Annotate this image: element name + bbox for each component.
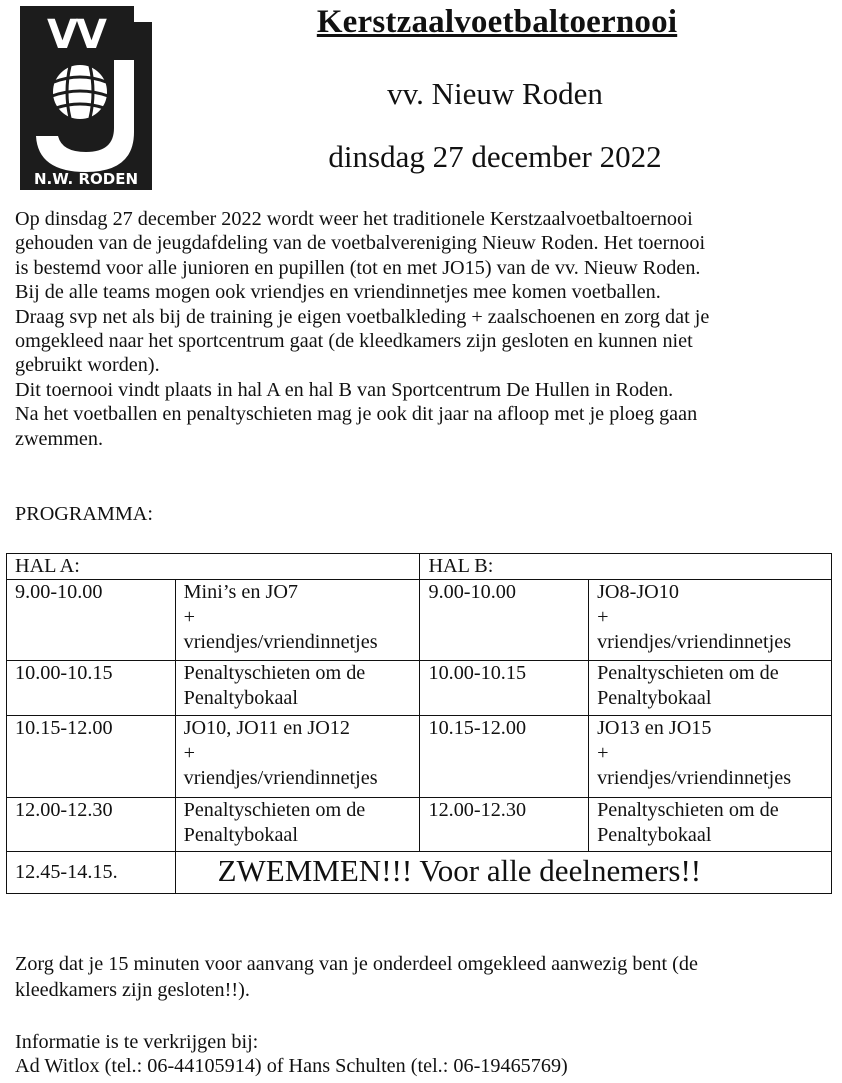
- activity-line: vriendjes/vriendinnetjes: [597, 767, 792, 790]
- hal-b-header: HAL B:: [420, 554, 832, 580]
- club-logo: [18, 4, 154, 192]
- hal-b-activity: [589, 580, 832, 661]
- table-row: [7, 661, 832, 716]
- activity-line: +: [183, 742, 195, 765]
- hal-b-activity: [589, 716, 832, 797]
- intro-line: zwemmen.: [15, 427, 104, 450]
- intro-line: omgekleed naar het sportcentrum gaat (de kleedkamers zijn gesloten en kunnen niet: [15, 330, 693, 353]
- hal-a-time: 10.00-10.15: [7, 661, 176, 716]
- hal-b-activity: [589, 797, 832, 852]
- activity-line: Penaltybokaal: [597, 823, 712, 846]
- activity-line: Penaltyschieten om de: [597, 662, 779, 685]
- activity-line: Penaltybokaal: [183, 823, 298, 846]
- activity-line: JO13 en JO15: [597, 717, 712, 740]
- contact-info-line: Informatie is te verkrijgen bij:: [15, 1031, 259, 1053]
- page-title: Kerstzaalvoetbaltoernooi: [316, 4, 678, 40]
- activity-line: JO8-JO10: [597, 581, 679, 603]
- swim-time: 12.45-14.15.: [7, 852, 176, 894]
- hal-b-time: 10.15-12.00: [420, 716, 589, 797]
- programma-label: PROGRAMMA:: [15, 503, 153, 525]
- intro-line: Op dinsdag 27 december 2022 wordt weer het traditionele Kerstzaalvoetbaltoernooi: [15, 208, 693, 230]
- hal-a-activity: [175, 661, 420, 716]
- logo-top-text: VV: [47, 12, 105, 58]
- hal-a-time: 12.00-12.30: [7, 797, 176, 852]
- contact-info: [15, 1030, 830, 1078]
- hal-a-activity: [175, 716, 420, 797]
- activity-line: JO10, JO11 en JO12: [183, 717, 350, 740]
- hal-a-time: 10.15-12.00: [7, 716, 176, 797]
- activity-line: +: [597, 742, 609, 765]
- schedule-table: [6, 553, 832, 894]
- logo-bottom-text: N.W. RODEN: [33, 170, 139, 188]
- activity-line: +: [597, 606, 609, 628]
- activity-line: vriendjes/vriendinnetjes: [183, 767, 378, 790]
- activity-line: Mini’s en JO7: [183, 581, 299, 603]
- activity-line: Penaltybokaal: [183, 687, 298, 710]
- intro-line: Dit toernooi vindt plaats in hal A en hal B van Sportcentrum De Hullen in Roden.: [15, 378, 674, 401]
- footer-note: [15, 951, 830, 1003]
- table-row: [7, 580, 832, 661]
- activity-line: Penaltybokaal: [597, 687, 712, 710]
- activity-line: Penaltyschieten om de: [183, 798, 366, 821]
- hal-b-activity: [589, 661, 832, 716]
- schedule-header-row: [7, 554, 832, 580]
- hal-a-activity: [175, 797, 420, 852]
- swim-announcement: ZWEMMEN!!! Voor alle deelnemers!!: [175, 852, 831, 894]
- hal-a-time: 9.00-10.00: [7, 580, 176, 661]
- table-row: [7, 716, 832, 797]
- hal-b-time: 9.00-10.00: [420, 580, 589, 661]
- activity-line: Penaltyschieten om de: [597, 798, 779, 821]
- footer-note-line: Zorg dat je 15 minuten voor aanvang van je onderdeel omgekleed aanwezig bent (de: [15, 953, 698, 975]
- intro-line: gehouden van de jeugdafdeling van de voetbalvereniging Nieuw Roden. Het toernooi: [15, 232, 706, 255]
- activity-line: +: [183, 606, 195, 628]
- swim-row: [7, 852, 832, 894]
- hal-a-header: HAL A:: [7, 554, 420, 580]
- contact-info-line: Ad Witlox (tel.: 06-44105914) of Hans Schulten (tel.: 06-19465769): [15, 1055, 568, 1077]
- activity-line: vriendjes/vriendinnetjes: [183, 631, 378, 653]
- table-row: [7, 797, 832, 852]
- intro-line: gebruikt worden).: [15, 354, 160, 377]
- intro-line: Bij de alle teams mogen ook vriendjes en vriendinnetjes mee komen voetballen.: [15, 281, 661, 304]
- club-name: vv. Nieuw Roden: [387, 76, 603, 111]
- hal-b-time: 10.00-10.15: [420, 661, 589, 716]
- event-date: dinsdag 27 december 2022: [328, 139, 662, 174]
- footer-note-line: kleedkamers zijn gesloten!!).: [15, 979, 250, 1001]
- football-icon: [52, 64, 108, 120]
- hal-a-activity: [175, 580, 420, 661]
- activity-line: vriendjes/vriendinnetjes: [597, 631, 792, 653]
- intro-line: Draag svp net als bij de training je eigen voetbalkleding + zaalschoenen en zorg dat je: [15, 305, 710, 328]
- hal-b-time: 12.00-12.30: [420, 797, 589, 852]
- intro-line: is bestemd voor alle junioren en pupillen (tot en met JO15) van de vv. Nieuw Roden.: [15, 256, 701, 279]
- activity-line: Penaltyschieten om de: [183, 662, 366, 685]
- intro-line: Na het voetballen en penaltyschieten mag je ook dit jaar na afloop met je ploeg gaan: [15, 403, 698, 426]
- intro-paragraph: [15, 207, 830, 451]
